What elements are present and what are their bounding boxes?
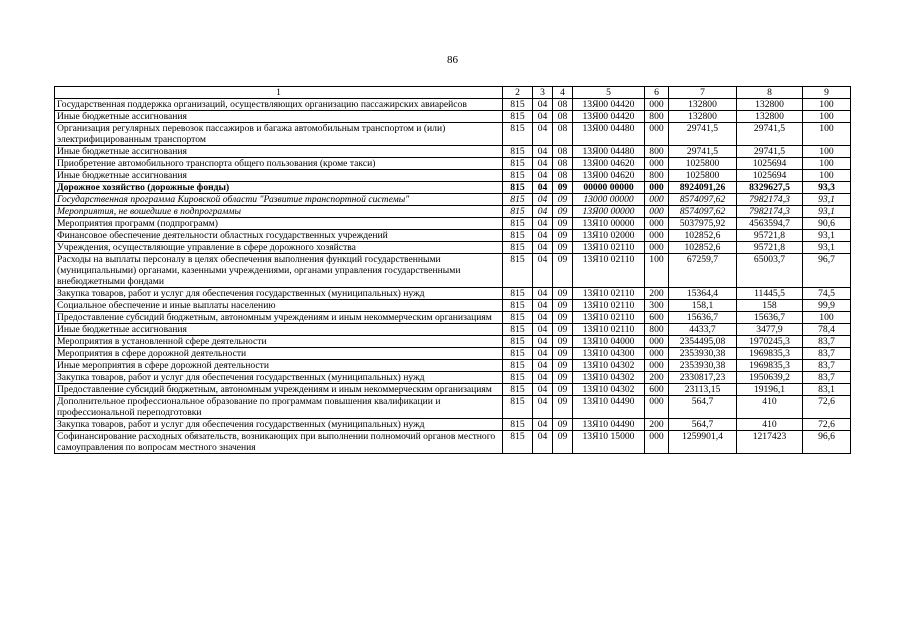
row-planned-cell: 2354495,08 (669, 336, 737, 348)
row-section-cell: 04 (533, 206, 553, 218)
row-section-cell: 04 (533, 288, 553, 300)
row-executed-cell: 29741,5 (737, 123, 803, 146)
row-planned-cell: 29741,5 (669, 146, 737, 158)
row-percent-cell: 83,7 (803, 336, 851, 348)
row-name-cell: Мероприятия программ (подпрограмм) (55, 218, 503, 230)
row-subsection-cell: 09 (553, 312, 573, 324)
row-percent-cell: 90,6 (803, 218, 851, 230)
row-percent-cell: 83,7 (803, 348, 851, 360)
header-cell: 1 (55, 87, 503, 99)
row-target-article-cell: 13Я10 04490 (573, 419, 645, 431)
row-subsection-cell: 08 (553, 99, 573, 111)
table-row (55, 123, 851, 146)
row-name-cell: Мероприятия в сфере дорожной деятельности (55, 348, 503, 360)
row-percent-cell: 100 (803, 146, 851, 158)
row-expense-type-cell: 000 (645, 230, 669, 242)
row-target-article-cell: 13Я10 02110 (573, 288, 645, 300)
table-row (55, 372, 851, 384)
row-section-cell: 04 (533, 230, 553, 242)
header-cell: 3 (533, 87, 553, 99)
row-subsection-cell: 09 (553, 288, 573, 300)
row-percent-cell: 93,1 (803, 194, 851, 206)
row-code-cell: 815 (503, 170, 533, 182)
row-executed-cell: 1025694 (737, 158, 803, 170)
row-expense-type-cell: 000 (645, 194, 669, 206)
row-percent-cell: 99,9 (803, 300, 851, 312)
row-target-article-cell: 13Я10 04490 (573, 396, 645, 419)
page-number: 86 (447, 54, 458, 66)
row-executed-cell: 95721,8 (737, 230, 803, 242)
row-name-cell: Иные бюджетные ассигнования (55, 146, 503, 158)
table-row (55, 336, 851, 348)
row-executed-cell: 132800 (737, 99, 803, 111)
row-expense-type-cell: 000 (645, 123, 669, 146)
table-row (55, 384, 851, 396)
row-subsection-cell: 09 (553, 324, 573, 336)
row-executed-cell: 410 (737, 396, 803, 419)
row-target-article-cell: 13000 00000 (573, 194, 645, 206)
row-percent-cell: 83,7 (803, 360, 851, 372)
row-name-cell: Предоставление субсидий бюджетным, автономным учреждениям и иным некоммерческим организациям (55, 384, 503, 396)
row-subsection-cell: 09 (553, 384, 573, 396)
row-executed-cell: 7982174,3 (737, 194, 803, 206)
table-row (55, 206, 851, 218)
row-expense-type-cell: 000 (645, 206, 669, 218)
row-planned-cell: 564,7 (669, 419, 737, 431)
row-name-cell: Учреждения, осуществляющие управление в сфере дорожного хозяйства (55, 242, 503, 254)
row-code-cell: 815 (503, 396, 533, 419)
row-percent-cell: 96,7 (803, 254, 851, 288)
row-target-article-cell: 13Я10 02110 (573, 324, 645, 336)
row-name-cell: Закупка товаров, работ и услуг для обеспечения государственных (муниципальных) нужд (55, 288, 503, 300)
row-expense-type-cell: 000 (645, 348, 669, 360)
table-row (55, 158, 851, 170)
row-name-cell: Организация регулярных перевозок пассажиров и багажа автомобильным транспортом и (или) электрифицированным транспортом (55, 123, 503, 146)
row-code-cell: 815 (503, 123, 533, 146)
row-planned-cell: 132800 (669, 111, 737, 123)
budget-table (54, 86, 851, 454)
row-section-cell: 04 (533, 182, 553, 194)
row-code-cell: 815 (503, 218, 533, 230)
row-code-cell: 815 (503, 419, 533, 431)
row-section-cell: 04 (533, 194, 553, 206)
row-target-article-cell: 13Я10 04302 (573, 360, 645, 372)
table-row (55, 324, 851, 336)
row-target-article-cell: 13Я00 04420 (573, 111, 645, 123)
row-name-cell: Дополнительное профессиональное образование по программам повышения квалификации и профессиональной переподготовки (55, 396, 503, 419)
row-executed-cell: 29741,5 (737, 146, 803, 158)
row-executed-cell: 1969835,3 (737, 360, 803, 372)
row-subsection-cell: 09 (553, 194, 573, 206)
row-executed-cell: 1025694 (737, 170, 803, 182)
row-section-cell: 04 (533, 99, 553, 111)
row-planned-cell: 2353930,38 (669, 348, 737, 360)
row-section-cell: 04 (533, 348, 553, 360)
row-subsection-cell: 09 (553, 254, 573, 288)
row-expense-type-cell: 800 (645, 111, 669, 123)
row-expense-type-cell: 200 (645, 419, 669, 431)
row-code-cell: 815 (503, 242, 533, 254)
table-row (55, 99, 851, 111)
row-percent-cell: 93,1 (803, 242, 851, 254)
row-target-article-cell: 00000 00000 (573, 182, 645, 194)
header-row (55, 87, 851, 99)
row-section-cell: 04 (533, 242, 553, 254)
row-section-cell: 04 (533, 300, 553, 312)
row-subsection-cell: 09 (553, 182, 573, 194)
row-section-cell: 04 (533, 111, 553, 123)
row-subsection-cell: 08 (553, 158, 573, 170)
row-planned-cell: 29741,5 (669, 123, 737, 146)
row-executed-cell: 65003,7 (737, 254, 803, 288)
row-target-article-cell: 13Я10 04000 (573, 336, 645, 348)
row-name-cell: Расходы на выплаты персоналу в целях обеспечения выполнения функций государственными (муниципальными) органами, казенными учреждениями, органами управления государственными внебюджетными фондами (55, 254, 503, 288)
row-percent-cell: 93,1 (803, 206, 851, 218)
row-section-cell: 04 (533, 146, 553, 158)
row-section-cell: 04 (533, 170, 553, 182)
row-planned-cell: 15636,7 (669, 312, 737, 324)
row-subsection-cell: 09 (553, 348, 573, 360)
row-section-cell: 04 (533, 384, 553, 396)
header-cell: 6 (645, 87, 669, 99)
row-executed-cell: 15636,7 (737, 312, 803, 324)
row-expense-type-cell: 000 (645, 396, 669, 419)
row-target-article-cell: 13Я00 04620 (573, 170, 645, 182)
row-planned-cell: 1025800 (669, 170, 737, 182)
row-target-article-cell: 13Я10 02110 (573, 300, 645, 312)
row-planned-cell: 15364,4 (669, 288, 737, 300)
row-planned-cell: 8574097,62 (669, 194, 737, 206)
header-cell: 9 (803, 87, 851, 99)
row-expense-type-cell: 000 (645, 158, 669, 170)
row-name-cell: Приобретение автомобильного транспорта общего пользования (кроме такси) (55, 158, 503, 170)
row-expense-type-cell: 000 (645, 431, 669, 454)
row-percent-cell: 83,1 (803, 384, 851, 396)
row-planned-cell: 1025800 (669, 158, 737, 170)
row-code-cell: 815 (503, 348, 533, 360)
row-executed-cell: 1970245,3 (737, 336, 803, 348)
row-planned-cell: 2330817,23 (669, 372, 737, 384)
row-expense-type-cell: 000 (645, 360, 669, 372)
table-row (55, 348, 851, 360)
row-target-article-cell: 13Я10 02000 (573, 230, 645, 242)
row-target-article-cell: 13Я00 00000 (573, 206, 645, 218)
row-planned-cell: 564,7 (669, 396, 737, 419)
row-expense-type-cell: 000 (645, 336, 669, 348)
row-executed-cell: 8329627,5 (737, 182, 803, 194)
row-code-cell: 815 (503, 158, 533, 170)
row-percent-cell: 100 (803, 99, 851, 111)
row-name-cell: Социальное обеспечение и иные выплаты населению (55, 300, 503, 312)
row-code-cell: 815 (503, 111, 533, 123)
row-subsection-cell: 09 (553, 336, 573, 348)
row-expense-type-cell: 000 (645, 242, 669, 254)
row-section-cell: 04 (533, 372, 553, 384)
row-subsection-cell: 08 (553, 170, 573, 182)
row-name-cell: Иные бюджетные ассигнования (55, 170, 503, 182)
row-planned-cell: 132800 (669, 99, 737, 111)
row-expense-type-cell: 800 (645, 170, 669, 182)
row-code-cell: 815 (503, 312, 533, 324)
row-expense-type-cell: 100 (645, 254, 669, 288)
row-section-cell: 04 (533, 324, 553, 336)
row-target-article-cell: 13Я00 04420 (573, 99, 645, 111)
row-code-cell: 815 (503, 336, 533, 348)
row-subsection-cell: 09 (553, 300, 573, 312)
row-percent-cell: 100 (803, 312, 851, 324)
table-row (55, 288, 851, 300)
row-code-cell: 815 (503, 254, 533, 288)
row-executed-cell: 1950639,2 (737, 372, 803, 384)
row-target-article-cell: 13Я10 04302 (573, 384, 645, 396)
row-percent-cell: 100 (803, 158, 851, 170)
row-section-cell: 04 (533, 360, 553, 372)
row-target-article-cell: 13Я00 04620 (573, 158, 645, 170)
row-code-cell: 815 (503, 146, 533, 158)
row-subsection-cell: 09 (553, 431, 573, 454)
table-row (55, 218, 851, 230)
row-section-cell: 04 (533, 431, 553, 454)
row-subsection-cell: 09 (553, 360, 573, 372)
table-row (55, 242, 851, 254)
row-percent-cell: 72,6 (803, 419, 851, 431)
row-name-cell: Мероприятия в установленной сфере деятельности (55, 336, 503, 348)
row-code-cell: 815 (503, 230, 533, 242)
row-code-cell: 815 (503, 99, 533, 111)
row-subsection-cell: 09 (553, 206, 573, 218)
row-expense-type-cell: 800 (645, 324, 669, 336)
table-row (55, 170, 851, 182)
row-subsection-cell: 09 (553, 230, 573, 242)
table-row (55, 360, 851, 372)
row-code-cell: 815 (503, 300, 533, 312)
table-row (55, 396, 851, 419)
table-row (55, 182, 851, 194)
row-name-cell: Иные бюджетные ассигнования (55, 111, 503, 123)
row-executed-cell: 410 (737, 419, 803, 431)
table-row (55, 419, 851, 431)
row-name-cell: Государственная поддержка организаций, осуществляющих организацию пассажирских авиарейсов (55, 99, 503, 111)
row-target-article-cell: 13Я10 00000 (573, 218, 645, 230)
table-row (55, 146, 851, 158)
table-row (55, 254, 851, 288)
row-planned-cell: 102852,6 (669, 242, 737, 254)
row-name-cell: Софинансирование расходных обязательств, возникающих при выполнении полномочий органов местного самоуправления по вопросам местного значения (55, 431, 503, 454)
row-planned-cell: 8924091,26 (669, 182, 737, 194)
row-subsection-cell: 09 (553, 419, 573, 431)
row-percent-cell: 72,6 (803, 396, 851, 419)
row-executed-cell: 4563594,7 (737, 218, 803, 230)
row-section-cell: 04 (533, 123, 553, 146)
table-row (55, 300, 851, 312)
row-code-cell: 815 (503, 194, 533, 206)
row-planned-cell: 2353930,38 (669, 360, 737, 372)
row-executed-cell: 1969835,3 (737, 348, 803, 360)
row-expense-type-cell: 600 (645, 384, 669, 396)
row-name-cell: Мероприятия, не вошедшие в подпрограммы (55, 206, 503, 218)
row-planned-cell: 67259,7 (669, 254, 737, 288)
row-code-cell: 815 (503, 206, 533, 218)
header-cell: 4 (553, 87, 573, 99)
row-code-cell: 815 (503, 360, 533, 372)
row-expense-type-cell: 800 (645, 146, 669, 158)
row-section-cell: 04 (533, 419, 553, 431)
table-row (55, 111, 851, 123)
row-name-cell: Иные бюджетные ассигнования (55, 324, 503, 336)
row-expense-type-cell: 000 (645, 182, 669, 194)
row-code-cell: 815 (503, 182, 533, 194)
row-subsection-cell: 08 (553, 146, 573, 158)
row-expense-type-cell: 200 (645, 288, 669, 300)
row-subsection-cell: 09 (553, 218, 573, 230)
table-row (55, 194, 851, 206)
row-percent-cell: 83,7 (803, 372, 851, 384)
row-name-cell: Дорожное хозяйство (дорожные фонды) (55, 182, 503, 194)
row-executed-cell: 95721,8 (737, 242, 803, 254)
row-name-cell: Закупка товаров, работ и услуг для обеспечения государственных (муниципальных) нужд (55, 419, 503, 431)
row-section-cell: 04 (533, 158, 553, 170)
row-target-article-cell: 13Я10 02110 (573, 254, 645, 288)
row-subsection-cell: 09 (553, 396, 573, 419)
row-expense-type-cell: 000 (645, 99, 669, 111)
row-subsection-cell: 08 (553, 111, 573, 123)
row-target-article-cell: 13Я10 04300 (573, 348, 645, 360)
row-name-cell: Иные мероприятия в сфере дорожной деятельности (55, 360, 503, 372)
header-cell: 2 (503, 87, 533, 99)
row-target-article-cell: 13Я10 04302 (573, 372, 645, 384)
row-section-cell: 04 (533, 312, 553, 324)
row-subsection-cell: 09 (553, 242, 573, 254)
row-target-article-cell: 13Я00 04480 (573, 123, 645, 146)
row-target-article-cell: 13Я10 15000 (573, 431, 645, 454)
row-section-cell: 04 (533, 336, 553, 348)
header-cell: 7 (669, 87, 737, 99)
row-planned-cell: 23113,15 (669, 384, 737, 396)
row-target-article-cell: 13Я10 02110 (573, 242, 645, 254)
row-code-cell: 815 (503, 384, 533, 396)
row-percent-cell: 74,5 (803, 288, 851, 300)
row-name-cell: Предоставление субсидий бюджетным, автономным учреждениям и иным некоммерческим организациям (55, 312, 503, 324)
row-name-cell: Закупка товаров, работ и услуг для обеспечения государственных (муниципальных) нужд (55, 372, 503, 384)
row-code-cell: 815 (503, 324, 533, 336)
row-expense-type-cell: 200 (645, 372, 669, 384)
row-percent-cell: 100 (803, 111, 851, 123)
table-row (55, 431, 851, 454)
row-code-cell: 815 (503, 431, 533, 454)
row-target-article-cell: 13Я10 02110 (573, 312, 645, 324)
row-expense-type-cell: 600 (645, 312, 669, 324)
row-target-article-cell: 13Я00 04480 (573, 146, 645, 158)
row-name-cell: Государственная программа Кировской области "Развитие транспортной системы" (55, 194, 503, 206)
row-executed-cell: 158 (737, 300, 803, 312)
header-cell: 5 (573, 87, 645, 99)
row-expense-type-cell: 000 (645, 218, 669, 230)
row-subsection-cell: 08 (553, 123, 573, 146)
row-executed-cell: 3477,9 (737, 324, 803, 336)
row-planned-cell: 158,1 (669, 300, 737, 312)
row-planned-cell: 102852,6 (669, 230, 737, 242)
table-row (55, 230, 851, 242)
table-row (55, 312, 851, 324)
row-executed-cell: 1217423 (737, 431, 803, 454)
row-percent-cell: 100 (803, 123, 851, 146)
row-section-cell: 04 (533, 218, 553, 230)
row-code-cell: 815 (503, 288, 533, 300)
row-percent-cell: 78,4 (803, 324, 851, 336)
row-section-cell: 04 (533, 254, 553, 288)
row-executed-cell: 7982174,3 (737, 206, 803, 218)
row-section-cell: 04 (533, 396, 553, 419)
row-planned-cell: 4433,7 (669, 324, 737, 336)
row-subsection-cell: 09 (553, 372, 573, 384)
row-planned-cell: 1259901,4 (669, 431, 737, 454)
row-executed-cell: 11445,5 (737, 288, 803, 300)
header-cell: 8 (737, 87, 803, 99)
row-code-cell: 815 (503, 372, 533, 384)
row-planned-cell: 8574097,62 (669, 206, 737, 218)
row-executed-cell: 132800 (737, 111, 803, 123)
row-percent-cell: 100 (803, 170, 851, 182)
row-executed-cell: 19196,1 (737, 384, 803, 396)
row-expense-type-cell: 300 (645, 300, 669, 312)
row-percent-cell: 96,6 (803, 431, 851, 454)
row-planned-cell: 5037975,92 (669, 218, 737, 230)
row-percent-cell: 93,3 (803, 182, 851, 194)
row-name-cell: Финансовое обеспечение деятельности областных государственных учреждений (55, 230, 503, 242)
row-percent-cell: 93,1 (803, 230, 851, 242)
